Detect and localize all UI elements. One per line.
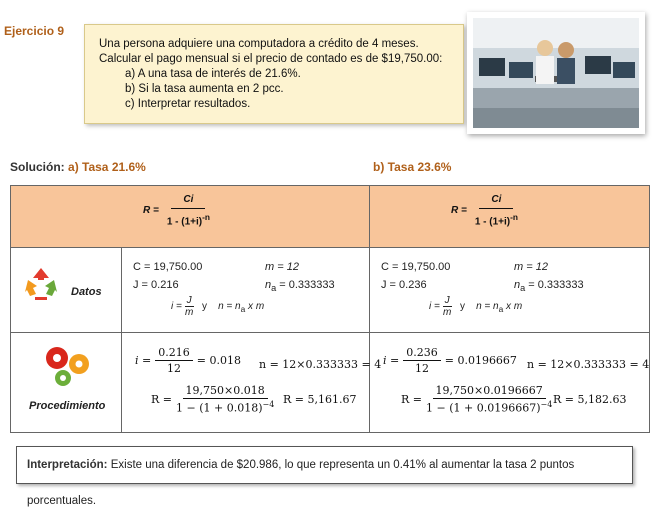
problem-line-1: Una persona adquiere una computadora a crédito de 4 meses. [99, 38, 419, 50]
problem-box [84, 24, 464, 124]
formula-numerator: Ci [171, 194, 205, 209]
interpretation-label: Interpretación: [27, 459, 108, 471]
datos-a-c: C = 19,750.00 [133, 261, 203, 273]
datos-b-j: J = 0.236 [381, 279, 427, 291]
table-divider-row [11, 332, 649, 333]
solution-table [10, 185, 650, 433]
problem-item-a: a) A una tasa de interés de 21.6%. [125, 68, 301, 80]
datos-b-m: m = 12 [514, 261, 548, 273]
proc-a-i: i = $\frac{0.216}{12}$ = 0.018 [135, 346, 241, 375]
proc-a-result: R = 5,161.67 [283, 393, 357, 406]
datos-a-m: m = 12 [265, 261, 299, 273]
table-divider-center [369, 186, 370, 432]
row-label-datos: Datos [71, 286, 102, 298]
datos-a-j: J = 0.216 [133, 279, 179, 291]
formula-exponent: -n [510, 212, 519, 222]
photo-illustration [473, 18, 639, 128]
datos-a-na: $n_a = 0.333333$ [265, 279, 335, 294]
exercise-title: Ejercicio 9 [4, 24, 65, 38]
formula-denominator: $1 - (1+i)^{-n}$ [166, 212, 211, 228]
formula-lhs: R = [451, 205, 467, 217]
proc-a-r: R = $\frac{19,750\times 0.018}{1 - (1 + 0.018)^{-4}}$ [151, 384, 275, 415]
formula-a [143, 194, 210, 227]
datos-b-na: $n_a = 0.333333$ [514, 279, 584, 294]
table-divider-label [121, 248, 122, 432]
proc-b-n: n = 12×0.333333 = 4 [527, 358, 650, 371]
formula-exponent: -n [202, 212, 211, 222]
datos-b-i: i = $\frac{J}{m}$ y $n = n_a$ x m [429, 295, 523, 318]
problem-item-b: b) Si la tasa aumenta en 2 pcc. [125, 83, 284, 95]
row-label-procedimiento: Procedimiento [29, 400, 106, 412]
solution-label-a [10, 160, 146, 174]
formula-header-row [11, 186, 649, 248]
recycle-arrows-icon [25, 266, 57, 300]
solution-label-b: b) Tasa 23.6% [373, 160, 452, 174]
formula-b [451, 194, 518, 227]
photo-computer-store [467, 12, 645, 134]
formula-fraction [475, 194, 518, 227]
interpretation-text: Existe una diferencia de $20.986, lo que representa un 0.41% al aumentar la tasa 2 puntos porcentuales. [27, 459, 575, 507]
formula-numerator: Ci [479, 194, 513, 209]
datos-a-i: i = $\frac{J}{m}$ y $n = n_a$ x m [171, 295, 265, 318]
proc-b-i: i = $\frac{0.236}{12}$ = 0.0196667 [383, 346, 517, 375]
interpretation-box [16, 446, 633, 507]
formula-denominator: $1 - (1+i)^{-n}$ [474, 212, 519, 228]
proc-a-n: n = 12×0.333333 = 4 [259, 358, 382, 371]
solution-a-rate: a) Tasa 21.6% [68, 160, 146, 174]
solution-word: Solución: [10, 160, 65, 174]
problem-item-c: c) Interpretar resultados. [125, 98, 251, 110]
problem-line-2: Calcular el pago mensual si el precio de contado es de $19,750.00: [99, 53, 443, 65]
proc-b-result: R = 5,182.63 [553, 393, 627, 406]
formula-lhs: R = [143, 205, 159, 217]
formula-fraction [167, 194, 210, 227]
gears-icon [41, 344, 95, 388]
datos-b-c: C = 19,750.00 [381, 261, 451, 273]
proc-b-r: R = $\frac{19,750\times 0.0196667}{1 - (1 + 0.0196667)^{-4}}$ [401, 384, 553, 415]
